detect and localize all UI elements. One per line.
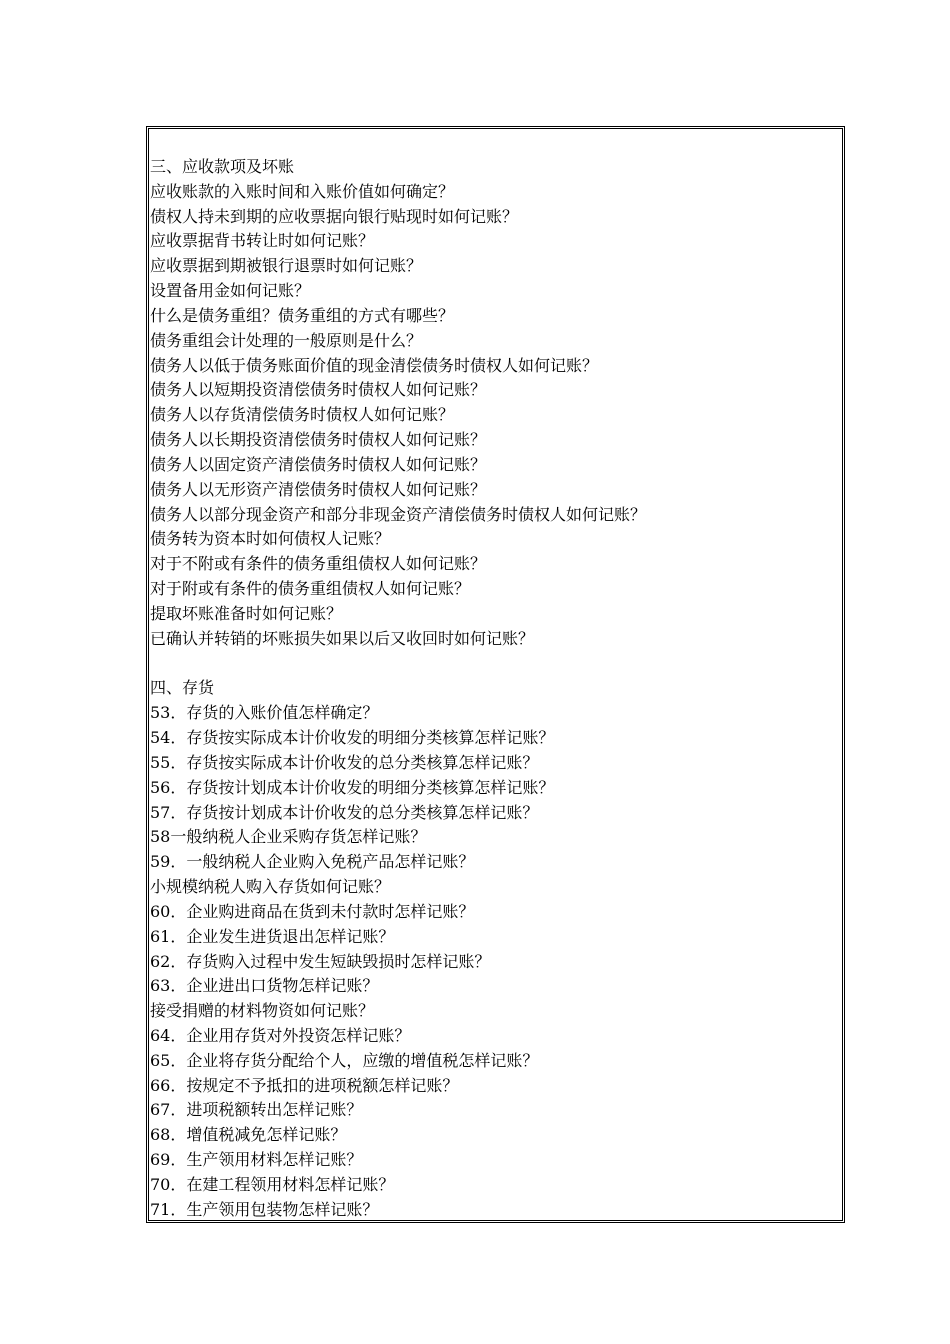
question-item: 应收账款的入账时间和入账价值如何确定？ — [150, 181, 455, 201]
question-item: 66．按规定不予抵扣的进项税额怎样记账？ — [150, 1075, 459, 1095]
question-item: 债务转为资本时如何债权人记账？ — [150, 529, 391, 549]
question-item: 68．增值税减免怎样记账？ — [150, 1125, 347, 1145]
question-item: 债权人持未到期的应收票据向银行贴现时如何记账？ — [150, 206, 519, 226]
question-item: 56．存货按计划成本计价收发的明细分类核算怎样记账？ — [150, 777, 555, 797]
question-item: 债务人以低于债务账面价值的现金清偿债务时债权人如何记账？ — [150, 355, 599, 375]
question-item: 债务人以长期投资清偿债务时债权人如何记账？ — [150, 430, 487, 450]
question-item: 71．生产领用包装物怎样记账？ — [150, 1199, 379, 1219]
question-item: 57．存货按计划成本计价收发的总分类核算怎样记账？ — [150, 802, 539, 822]
question-item: 小规模纳税人购入存货如何记账？ — [150, 877, 391, 897]
question-item: 设置备用金如何记账？ — [150, 281, 311, 301]
question-item: 62．存货购入过程中发生短缺毁损时怎样记账？ — [150, 951, 491, 971]
question-item: 提取坏账准备时如何记账？ — [150, 603, 343, 623]
question-item: 60．企业购进商品在货到未付款时怎样记账？ — [150, 901, 475, 921]
question-item: 67．进项税额转出怎样记账？ — [150, 1100, 363, 1120]
question-item: 64．企业用存货对外投资怎样记账？ — [150, 1025, 411, 1045]
question-item: 53．存货的入账价值怎样确定？ — [150, 703, 379, 723]
question-item: 对于不附或有条件的债务重组债权人如何记账？ — [150, 554, 487, 574]
question-item: 债务人以固定资产清偿债务时债权人如何记账？ — [150, 454, 487, 474]
question-item: 65．企业将存货分配给个人，应缴的增值税怎样记账？ — [150, 1050, 539, 1070]
section-heading: 四、存货 — [150, 678, 215, 698]
question-item: 什么是债务重组？债务重组的方式有哪些？ — [150, 305, 455, 325]
question-item: 接受捐赠的材料物资如何记账？ — [150, 1001, 375, 1021]
question-list — [150, 155, 840, 1223]
question-item: 63．企业进出口货物怎样记账？ — [150, 976, 379, 996]
question-item: 对于附或有条件的债务重组债权人如何记账？ — [150, 579, 471, 599]
question-item: 69．生产领用材料怎样记账？ — [150, 1150, 363, 1170]
question-item: 58一般纳税人企业采购存货怎样记账？ — [150, 827, 427, 847]
question-item: 54．存货按实际成本计价收发的明细分类核算怎样记账？ — [150, 728, 555, 748]
question-item: 债务人以部分现金资产和部分非现金资产清偿债务时债权人如何记账？ — [150, 504, 647, 524]
question-item: 59．一般纳税人企业购入免税产品怎样记账？ — [150, 852, 475, 872]
question-item: 债务人以存货清偿债务时债权人如何记账？ — [150, 405, 455, 425]
question-item: 61．企业发生进货退出怎样记账？ — [150, 926, 395, 946]
question-item: 70．在建工程领用材料怎样记账？ — [150, 1174, 395, 1194]
question-item: 55．存货按实际成本计价收发的总分类核算怎样记账？ — [150, 752, 539, 772]
section-heading: 三、应收款项及坏账 — [150, 157, 295, 176]
question-item: 已确认并转销的坏账损失如果以后又收回时如何记账？ — [150, 628, 535, 648]
section-spacer — [150, 652, 840, 677]
question-item: 应收票据背书转让时如何记账？ — [150, 231, 375, 251]
question-item: 应收票据到期被银行退票时如何记账？ — [150, 256, 423, 276]
question-item: 债务人以无形资产清偿债务时债权人如何记账？ — [150, 479, 487, 499]
question-list-box — [146, 126, 845, 1223]
question-item: 债务重组会计处理的一般原则是什么？ — [150, 330, 423, 350]
question-item: 债务人以短期投资清偿债务时债权人如何记账？ — [150, 380, 487, 400]
